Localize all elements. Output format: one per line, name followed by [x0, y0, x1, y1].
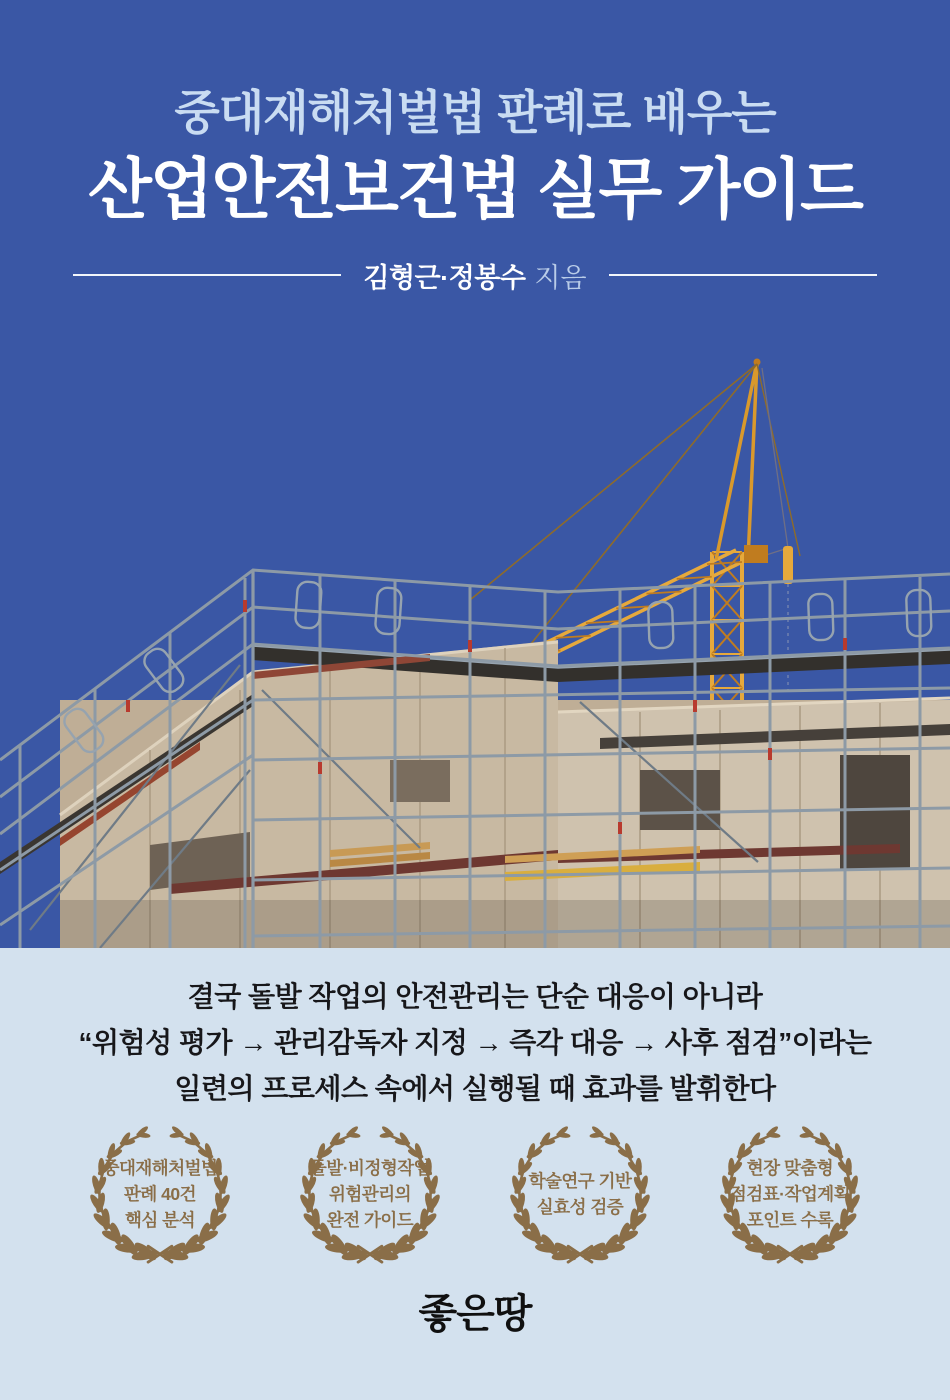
cover-bottom-section: [0, 948, 950, 1400]
badge-text: 학술연구 기반 실효성 검증: [528, 1171, 632, 1217]
badge-text: 현장 맞춤형 점검표·작업계획 포인트 수록: [729, 1158, 851, 1230]
author-line: [363, 256, 586, 295]
crane-pivot: [744, 545, 768, 563]
crane-hook-block: [783, 546, 793, 584]
publisher-logo: 좋은땅: [418, 1292, 532, 1336]
quote-line-2: “위험성 평가 → 관리감독자 지정 → 즉각 대응 → 사후 점검”이라는: [78, 1027, 872, 1058]
badge-research-verified: [475, 1120, 685, 1268]
author-rule-right: [609, 274, 877, 276]
author-suffix: 지음: [534, 262, 587, 293]
badge-text: 중대재해처벌법 판례 40건 핵심 분석: [102, 1158, 218, 1230]
award-badges-row: [0, 1120, 950, 1268]
book-title: 산업안전보건법 실무 가이드: [88, 152, 862, 226]
author-row: [0, 256, 950, 295]
book-subtitle: 중대재해처벌법 판례로 배우는: [174, 86, 776, 139]
author-names: 김형근·정봉수: [363, 262, 526, 293]
badge-case-analysis: [55, 1120, 265, 1268]
badge-risk-guide: [265, 1120, 475, 1268]
quote-line-1: 결국 돌발 작업의 안전관리는 단순 대응이 아니라: [187, 981, 763, 1012]
badge-field-checklist: [685, 1120, 895, 1268]
badge-text: 돌발·비정형작업 위험관리의 완전 가이드: [309, 1158, 431, 1230]
quote-line-3: 일련의 프로세스 속에서 실행될 때 효과를 발휘한다: [174, 1073, 776, 1104]
back-quote: [0, 948, 950, 1112]
author-rule-left: [73, 274, 341, 276]
construction-photo: [0, 330, 950, 948]
